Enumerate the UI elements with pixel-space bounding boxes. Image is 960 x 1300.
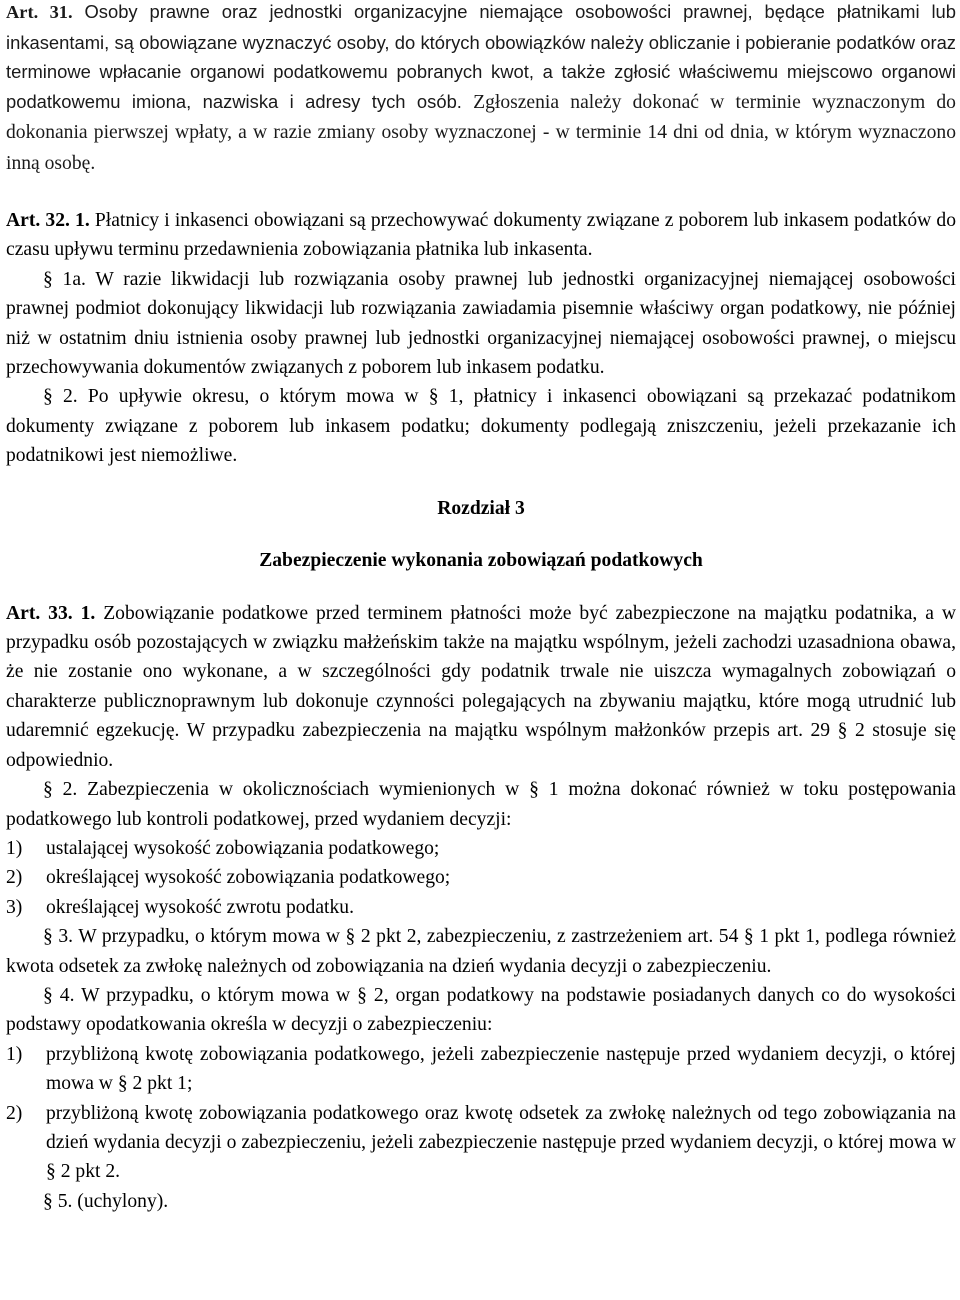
list-item: [6, 834, 956, 863]
article-32-section-1-number: 1.: [69, 210, 90, 231]
article-32-section-1-text: Płatnicy i inkasenci obowiązani są przechowywać dokumenty związane z poborem lub inkasem podatków do czasu upływu terminu przedawnienia zobowiązania płatnika lub inkasenta.: [6, 210, 957, 261]
list-item-number: 2): [6, 867, 23, 889]
article-31-text-2: Zgłoszenia należy dokonać w terminie wyznaczonym do dokonania pierwszej wpłaty, a w razie zmiany osoby wyznaczonej - w terminie 14 dni od dnia, w którym wyznaczono inną osobę.: [6, 91, 956, 174]
list-item-text: określającej wysokość zobowiązania podatkowego;: [46, 867, 451, 889]
list-item: [6, 1099, 956, 1187]
list-item: [6, 1040, 956, 1099]
article-33-section-4: § 4. W przypadku, o którym mowa w § 2, organ podatkowy na podstawie posiadanych danych co do wysokości podstawy opodatkowania określa w decyzji o zabezpieczeniu:: [6, 984, 956, 1036]
list-item-number: 3): [6, 896, 23, 918]
list-item-number: 1): [6, 1043, 23, 1065]
article-31-paragraph: [6, 0, 956, 178]
chapter-title: Zabezpieczenie wykonania zobowiązań podatkowych: [259, 549, 703, 571]
chapter-heading: [6, 494, 956, 575]
article-33: [6, 599, 956, 1217]
chapter-number: Rozdział 3: [437, 497, 525, 519]
list-item-text: przybliżoną kwotę zobowiązania podatkowego, jeżeli zabezpieczenie następuje przed wydaniem decyzji, o której mowa w § 2 pkt 1;: [46, 1043, 956, 1095]
article-32-section-2: § 2. Po upływie okresu, o którym mowa w § 1, płatnicy i inkasenci obowiązani są przekazać podatnikom dokumenty związane z poborem lub inkasem podatku; dokumenty podlegają zniszczeniu, jeżeli przekazanie ich podatnikowi jest niemożliwe.: [6, 386, 956, 467]
article-33-section-3: § 3. W przypadku, o którym mowa w § 2 pkt 2, zabezpieczeniu, z zastrzeżeniem art. 54 § 1 pkt 1, podlega również kwota odsetek za zwłokę należnych od zobowiązania na dzień wydania decyzji o zabezpieczeniu.: [6, 926, 956, 977]
list-item-text: ustalającej wysokość zobowiązania podatkowego;: [46, 837, 440, 859]
list-item-text: określającej wysokość zwrotu podatku.: [46, 896, 354, 918]
list-item-text: przybliżoną kwotę zobowiązania podatkowego oraz kwotę odsetek za zwłokę należnych od tego zobowiązania na dzień wydania decyzji o zabezpieczeniu, jeżeli zabezpieczenie następuje przed wydaniem decyzji, o której mowa w § 2 pkt 2.: [46, 1102, 956, 1183]
list-item-number: 2): [6, 1102, 23, 1124]
article-31-label: Art. 31.: [6, 2, 73, 22]
article-32-section-1a: § 1a. W razie likwidacji lub rozwiązania osoby prawnej lub jednostki organizacyjnej niemającej osobowości prawnej podmiot dokonujący likwidacji lub rozwiązania zawiadamia pisemnie właściwy organ podatkowy, nie później niż w ostatnim dniu istnienia osoby prawnej lub jednostki organizacyjnej niemającej osobowości prawnej, o miejscu przechowywania dokumentów związanych z poborem lub inkasem podatku.: [6, 268, 956, 379]
article-33-label: Art. 33.: [6, 602, 73, 624]
article-32-section-1: [6, 206, 956, 265]
list-item: [6, 893, 956, 922]
list-item-number: 1): [6, 837, 23, 859]
article-32-label: Art. 32.: [6, 210, 70, 231]
article-33-section-5: § 5. (uchylony).: [43, 1190, 169, 1212]
article-33-section-1-number: 1.: [72, 602, 96, 624]
article-31-text: Osoby prawne oraz jednostki organizacyjne niemające osobowości prawnej, będące płatnikami lub inkasentami, są obowiązane wyznaczyć osoby, do których obowiązków należy obliczanie i pobieranie podatków oraz terminowe wpłacanie organowi podatkowemu pobranych kwot, a także zgłosić właściwemu miejscowo organowi podatkowemu imiona, nazwiska i adresy tych osób.: [6, 1, 956, 112]
article-33-section-2: § 2. Zabezpieczenia w okolicznościach wymienionych w § 1 można dokonać również w toku postępowania podatkowego lub kontroli podatkowej, przed wydaniem decyzji:: [6, 779, 956, 830]
article-33-section-1: [6, 599, 956, 775]
article-32: [6, 206, 956, 471]
list-item: [6, 863, 956, 892]
article-31: [6, 0, 956, 178]
article-33-section-1-text: Zobowiązanie podatkowe przed terminem płatności może być zabezpieczone na majątku podatnika, a w przypadku osób pozostających w związku małżeńskim także na majątku wspólnym, jeżeli zachodzi uzasadniona obawa, że nie zostanie ono wykonane, a w szczególności gdy podatnik trwale nie uiszcza wymagalnych zobowiązań o charakterze publicznoprawnym lub dokonuje czynności polegających na zbywaniu majątku, które mogą utrudnić lub udaremnić egzekucję. W przypadku zabezpieczenia na majątku wspólnym małżonków przepis art. 29 § 2 stosuje się odpowiednio.: [6, 602, 956, 771]
